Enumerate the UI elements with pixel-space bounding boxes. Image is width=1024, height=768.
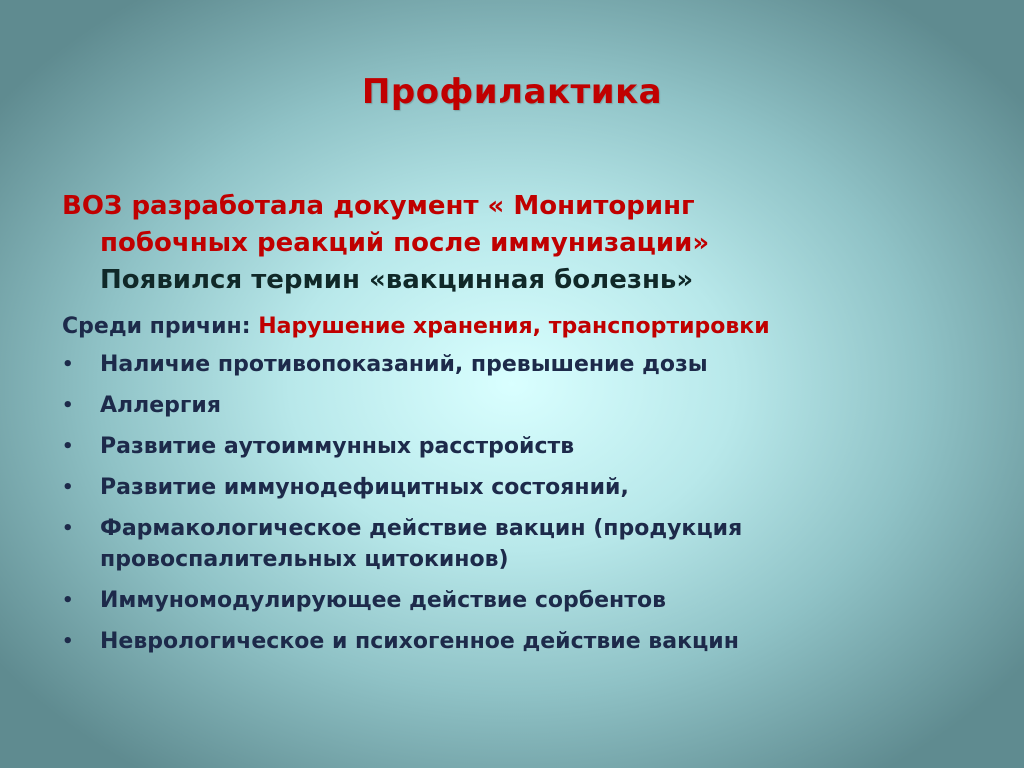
intro-line-2: побочных реакций после иммунизации» (100, 228, 710, 258)
list-item-text: Развитие иммунодефицитных состояний, (100, 475, 629, 500)
bullet-icon: • (62, 631, 74, 652)
list-item (62, 626, 982, 657)
list-item (62, 585, 982, 616)
bullet-icon: • (62, 477, 74, 498)
list-item (62, 431, 982, 462)
bullet-icon: • (62, 590, 74, 611)
list-item (62, 349, 982, 380)
causes-bullet-list (62, 349, 982, 657)
bullet-icon: • (62, 395, 74, 416)
slide-body (62, 188, 982, 667)
list-item-text: Иммуномодулирующее действие сорбентов (100, 588, 667, 613)
slide-title: Профилактика (361, 72, 663, 112)
bullet-icon: • (62, 436, 74, 457)
causes-label: Среди причин: (62, 314, 259, 339)
bullet-icon: • (62, 354, 74, 375)
list-item (62, 390, 982, 421)
intro-line-3: Появился термин «вакцинная болезнь» (100, 265, 694, 295)
causes-line (62, 312, 982, 342)
causes-first-item: Нарушение хранения, транспортировки (258, 314, 770, 339)
list-item-text: Аллергия (100, 393, 221, 418)
intro-paragraph (62, 188, 982, 299)
list-item (62, 472, 982, 503)
list-item-text: Фармакологическое действие вакцин (продукция провоспалительных цитокинов) (100, 516, 743, 572)
list-item-text: Наличие противопоказаний, превышение дозы (100, 352, 708, 377)
intro-line-1: ВОЗ разработала документ « Мониторинг (62, 191, 695, 221)
bullet-icon: • (62, 518, 74, 539)
list-item-text: Развитие аутоиммунных расстройств (100, 434, 575, 459)
list-item (62, 513, 982, 575)
list-item-text: Неврологическое и психогенное действие вакцин (100, 629, 739, 654)
